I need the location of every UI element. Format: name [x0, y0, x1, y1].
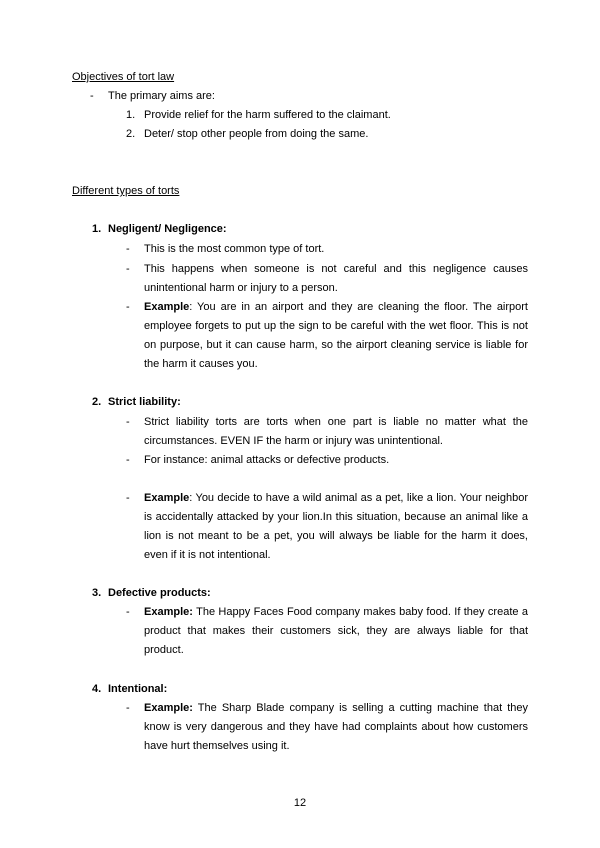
- bullet-dash: -: [126, 243, 130, 255]
- types-heading: Different types of torts: [72, 185, 180, 197]
- objectives-intro: The primary aims are:: [108, 90, 215, 102]
- section-title-negligence: [92, 220, 227, 239]
- bullet-dash: -: [126, 492, 130, 504]
- page-number: 12: [293, 797, 307, 809]
- aim-number: 1.: [126, 109, 136, 121]
- bullet-dash: -: [126, 263, 130, 275]
- bullet-dash: -: [126, 416, 130, 428]
- example-paragraph: [144, 489, 528, 565]
- section-title-text: Intentional:: [108, 683, 168, 695]
- section-title-defective-products: [92, 584, 211, 603]
- example-paragraph: [144, 699, 528, 756]
- section-number: 2.: [92, 396, 102, 408]
- section-title-text: Defective products:: [108, 587, 211, 599]
- example-text: The Happy Faces Food company makes baby food. If they create a product that makes their customers sick, they are always liable for that product.: [144, 606, 528, 656]
- bullet-dash: -: [126, 702, 130, 714]
- example-label: Example: [144, 492, 190, 504]
- bullet-dash: -: [126, 606, 130, 618]
- section-title-text: Negligent/ Negligence:: [108, 223, 227, 235]
- section-title-intentional: [92, 680, 167, 699]
- example-label: Example:: [144, 702, 193, 714]
- objectives-heading: Objectives of tort law: [72, 71, 175, 83]
- bullet-dash: -: [90, 90, 94, 102]
- section-title-strict-liability: [92, 393, 181, 412]
- aim-text: Deter/ stop other people from doing the same.: [144, 128, 369, 140]
- example-paragraph: [144, 298, 528, 374]
- bullet-text: This happens when someone is not careful and this negligence causes unintentional harm or injury to a person.: [144, 263, 528, 294]
- example-text: : You are in an airport and they are cleaning the floor. The airport employee forgets to put up the sign to be careful with the wet floor. This is not on purpose, but it can cause harm, so the airport cleaning service is liable for the harm it causes you.: [144, 301, 528, 370]
- section-number: 3.: [92, 587, 102, 599]
- example-text: The Sharp Blade company is selling a cutting machine that they know is very dangerous and they have had complaints about how customers have hurt themselves using it.: [144, 702, 528, 752]
- section-title-text: Strict liability:: [108, 396, 181, 408]
- example-label: Example:: [144, 606, 193, 618]
- bullet-dash: -: [126, 454, 130, 466]
- example-label: Example: [144, 301, 190, 313]
- bullet-dash: -: [126, 301, 130, 313]
- example-paragraph: [144, 603, 528, 660]
- bullet-text: For instance: animal attacks or defective products.: [144, 454, 390, 466]
- example-text: : You decide to have a wild animal as a pet, like a lion. Your neighbor is accidentally attacked by your lion.In this situation, because an animal like a lion is not meant to be a pet, you will always be liable for the harm it does, even if it is not intentional.: [144, 492, 528, 561]
- bullet-text: Strict liability torts are torts when one part is liable no matter what the circumstances. EVEN IF the harm or injury was unintentional.: [144, 416, 528, 447]
- aim-text: Provide relief for the harm suffered to the claimant.: [144, 109, 391, 121]
- section-number: 4.: [92, 683, 102, 695]
- aim-number: 2.: [126, 128, 136, 140]
- bullet-text: This is the most common type of tort.: [144, 243, 325, 255]
- section-number: 1.: [92, 223, 102, 235]
